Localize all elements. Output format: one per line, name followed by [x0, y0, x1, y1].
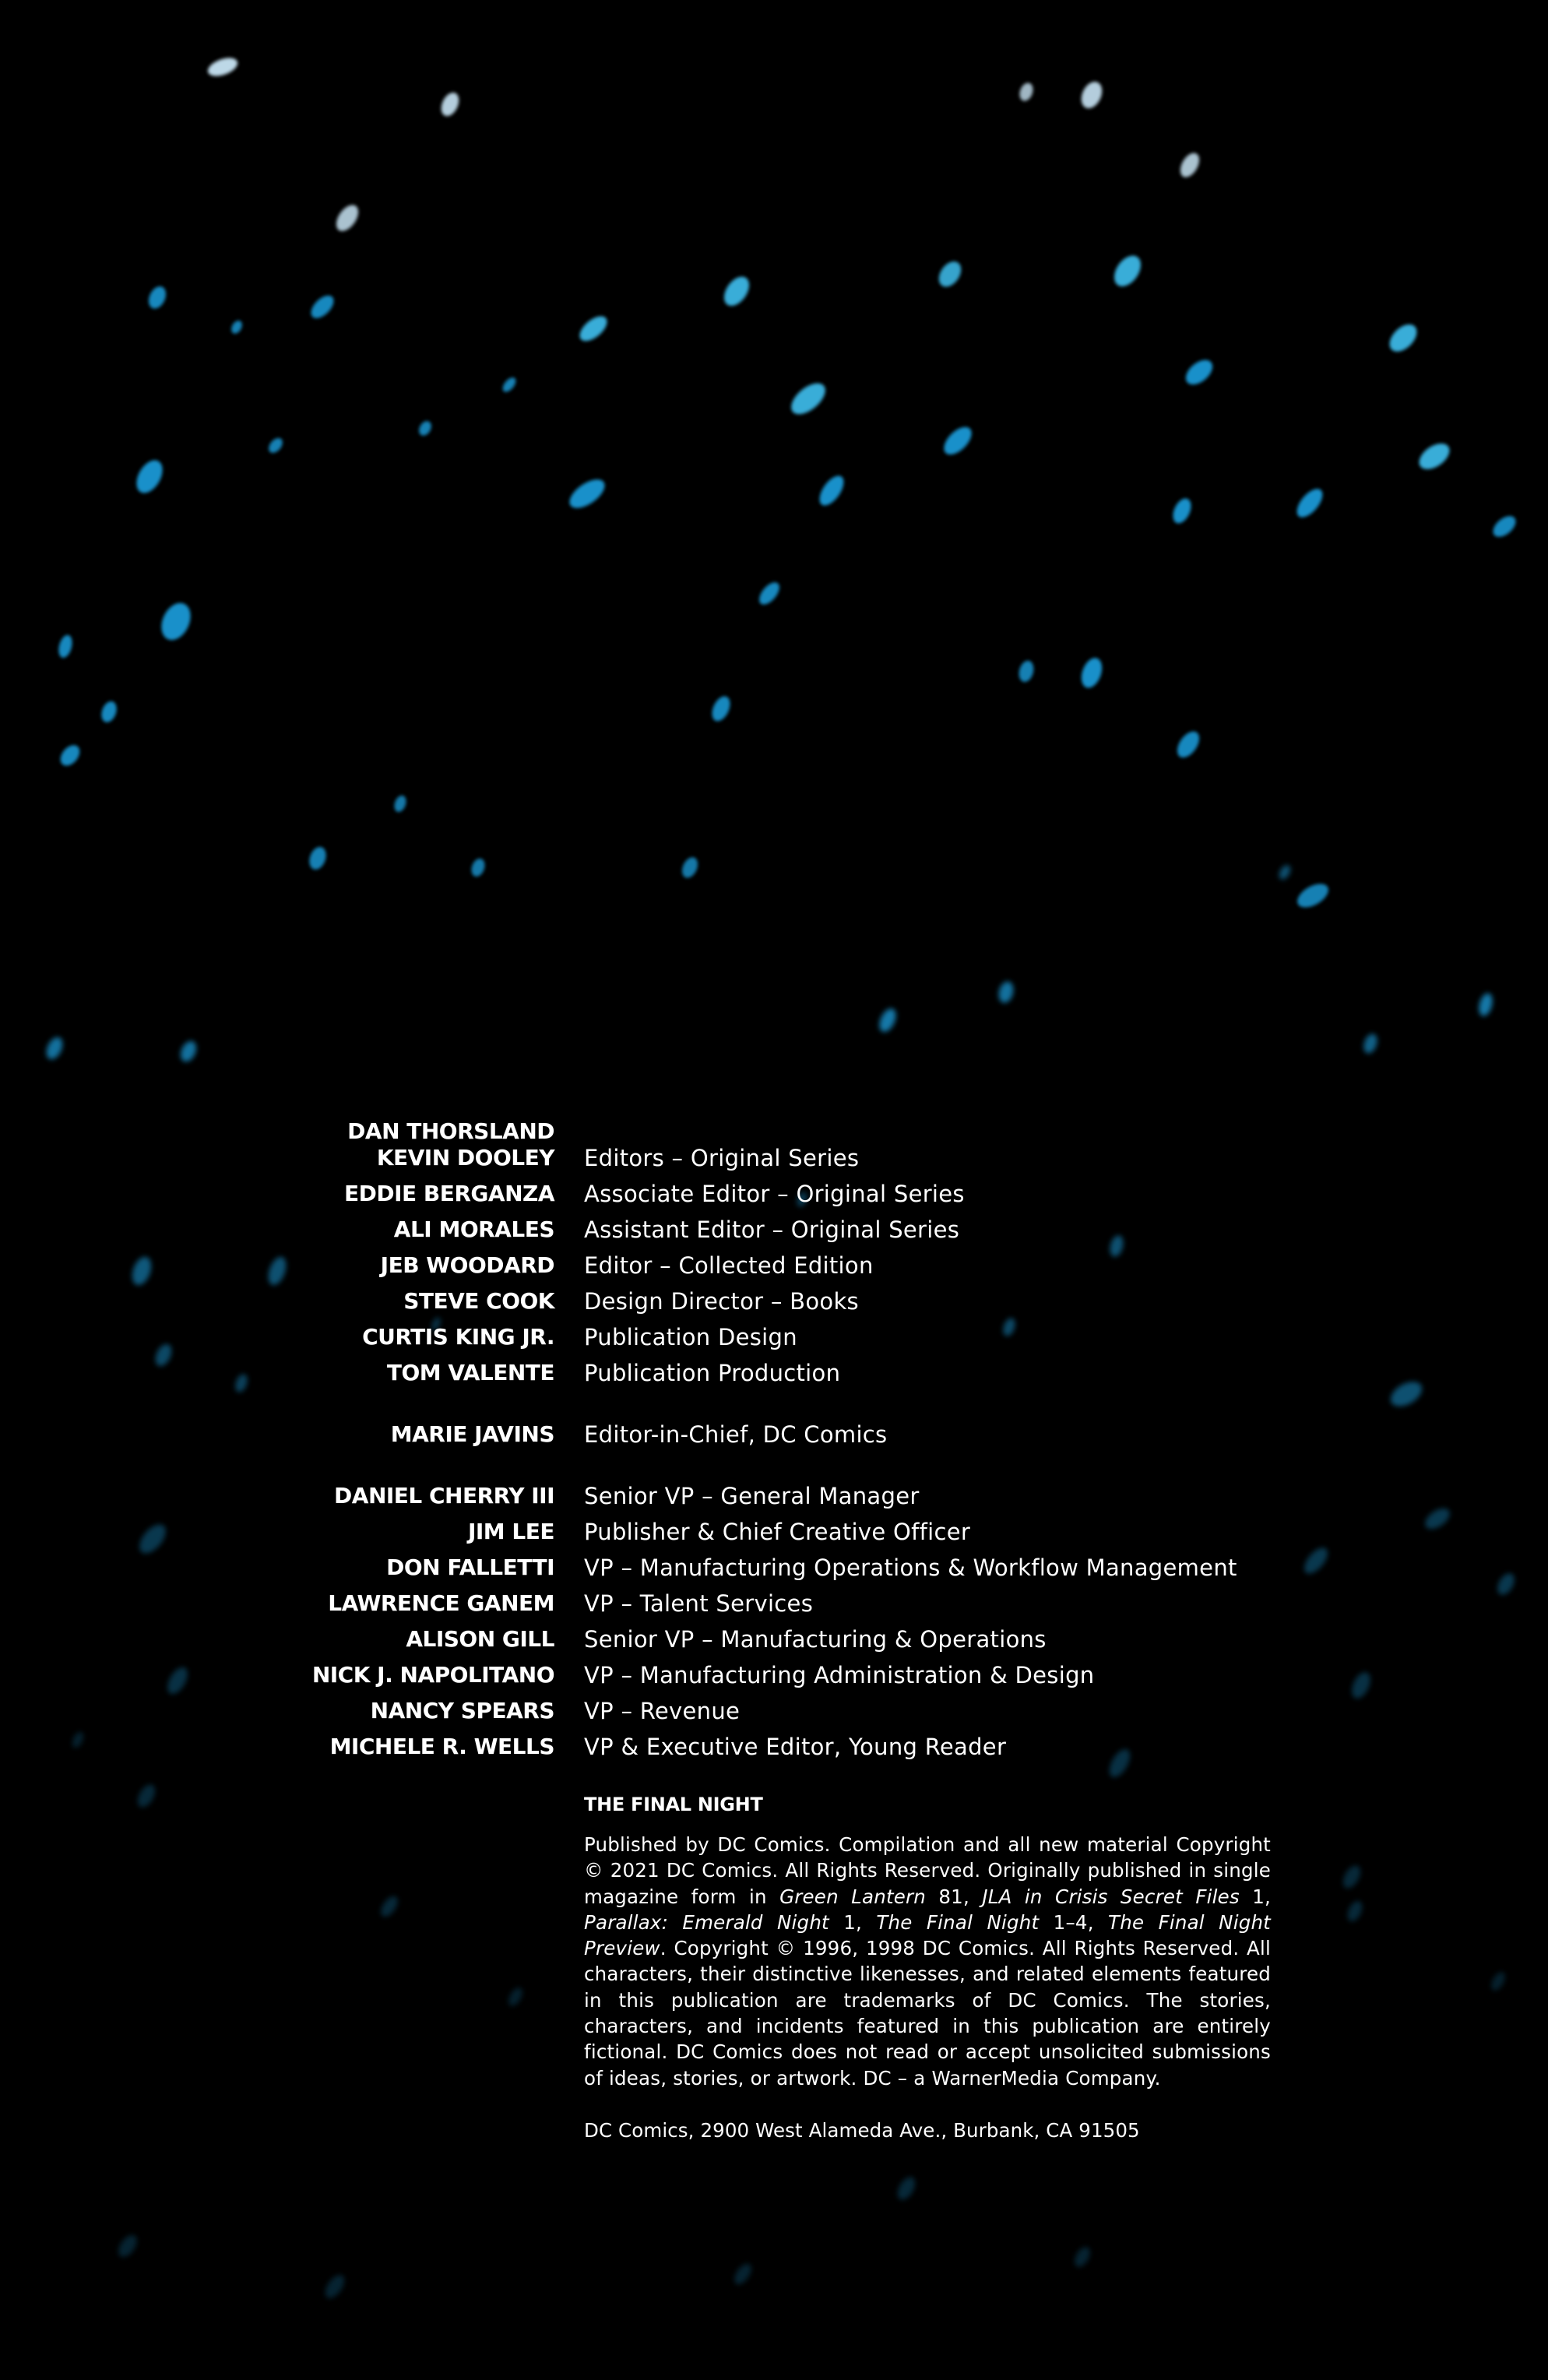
credit-row	[0, 1698, 1548, 1734]
star-particle	[755, 579, 783, 608]
star-particle	[156, 598, 196, 645]
star-particle	[894, 2174, 919, 2203]
star-particle	[679, 855, 701, 881]
star-particle	[99, 699, 119, 724]
credit-role: Editor – Collected Edition	[584, 1252, 874, 1279]
publisher-address: DC Comics, 2900 West Alameda Ave., Burbank, CA 91505	[584, 2118, 1140, 2142]
star-particle	[131, 456, 167, 498]
credit-name: NANCY SPEARS	[370, 1698, 554, 1723]
credit-name: KEVIN DOOLEY	[376, 1145, 554, 1171]
star-particle	[1488, 1970, 1508, 1993]
credit-role: VP – Manufacturing Administration & Design	[584, 1662, 1095, 1688]
credit-row	[0, 1626, 1548, 1662]
copyright-text: Published by DC Comics. Compilation and all new material Copyright © 2021 DC Comics. All Rights Reserved. Originally published in single magazine form in	[584, 1833, 1271, 1908]
credit-row	[0, 1734, 1548, 1769]
star-particle	[1109, 251, 1146, 291]
star-particle	[306, 844, 329, 871]
star-particle	[939, 422, 976, 459]
star-particle	[57, 741, 84, 769]
star-particle	[997, 980, 1016, 1005]
star-particle	[438, 90, 463, 118]
copyright-text: 1,	[829, 1910, 877, 1934]
credit-row	[0, 1145, 1548, 1181]
star-particle	[417, 419, 434, 438]
credit-row	[0, 1252, 1548, 1288]
credit-role: Associate Editor – Original Series	[584, 1181, 965, 1207]
star-particle	[500, 375, 518, 395]
credit-role: Publication Design	[584, 1324, 797, 1350]
star-particle	[731, 2261, 755, 2287]
credit-role: Senior VP – Manufacturing & Operations	[584, 1626, 1047, 1653]
copyright-text: . Copyright © 1996, 1998 DC Comics. All Rights Reserved. All characters, their distinctive likenesses, and related elements featured in this publication are trademarks of DC Comics. The stories, characters, and incidents featured in this publication are entirely fictional. DC Comics does not read or accept unsolicited submissions of ideas, stories, or artwork. DC – a WarnerMedia Company.	[584, 1937, 1271, 2090]
star-particle	[378, 1893, 401, 1920]
star-particle	[505, 1985, 525, 2009]
star-particle	[1277, 863, 1293, 881]
star-particle	[1345, 1899, 1365, 1924]
credit-row	[0, 1324, 1548, 1360]
credit-name: JIM LEE	[467, 1519, 554, 1544]
credit-row	[0, 1288, 1548, 1324]
star-particle	[1017, 659, 1036, 684]
star-particle	[1339, 1863, 1364, 1892]
credit-name: LAWRENCE GANEM	[328, 1590, 554, 1616]
star-particle	[1173, 727, 1204, 762]
star-particle	[1292, 484, 1327, 522]
credit-role: Publication Production	[584, 1360, 841, 1386]
star-particle	[1017, 81, 1035, 103]
credit-role: VP – Manufacturing Operations & Workflow Management	[584, 1554, 1237, 1581]
credit-role: Editors – Original Series	[584, 1145, 860, 1171]
star-particle	[322, 2272, 348, 2301]
publication-title: Parallax: Emerald Night	[584, 1910, 829, 1934]
star-particle	[565, 474, 610, 513]
copyright-text: 81,	[926, 1885, 983, 1908]
credit-role: VP – Revenue	[584, 1698, 741, 1724]
star-particle	[786, 378, 831, 421]
credit-row	[0, 1421, 1548, 1457]
star-particle	[876, 1006, 899, 1035]
star-particle	[709, 693, 734, 724]
copyright-text: 1–4,	[1039, 1910, 1109, 1934]
credit-name: DANIEL CHERRY III	[334, 1483, 554, 1509]
credit-name: TOM VALENTE	[386, 1360, 554, 1385]
star-particle	[1078, 79, 1106, 112]
star-particle	[56, 633, 74, 659]
credit-role: Editor-in-Chief, DC Comics	[584, 1421, 888, 1448]
legal-block	[584, 1793, 1271, 2143]
star-particle	[719, 272, 754, 310]
credit-row	[0, 1590, 1548, 1626]
credit-name: EDDIE BERGANZA	[344, 1181, 554, 1206]
credit-role: Assistant Editor – Original Series	[584, 1216, 960, 1243]
credit-row	[0, 1181, 1548, 1216]
star-particle	[469, 857, 487, 878]
star-particle	[146, 283, 170, 312]
star-particle	[1476, 991, 1494, 1017]
star-particle	[1415, 438, 1455, 475]
copyright-text: 1,	[1239, 1885, 1271, 1908]
credit-name: DAN THORSLAND	[347, 1118, 554, 1144]
star-particle	[44, 1035, 66, 1062]
star-particle	[575, 312, 611, 346]
star-particle	[332, 201, 363, 235]
star-particle	[266, 435, 286, 456]
credit-name: DON FALLETTI	[386, 1554, 554, 1580]
credit-name: ALISON GILL	[406, 1626, 554, 1652]
credit-row	[0, 1662, 1548, 1698]
publication-title: JLA in Crisis Secret Files	[982, 1885, 1240, 1908]
credit-role: VP – Talent Services	[584, 1590, 814, 1617]
star-particle	[1490, 512, 1520, 540]
star-particle	[1181, 355, 1217, 389]
credit-row	[0, 1483, 1548, 1519]
star-particle	[206, 55, 240, 79]
star-particle	[1177, 150, 1203, 180]
credit-name: MARIE JAVINS	[390, 1421, 554, 1447]
star-particle	[1170, 495, 1194, 526]
credit-name: CURTIS KING JR.	[362, 1324, 554, 1350]
star-particle	[814, 472, 848, 510]
star-particle	[1384, 319, 1422, 357]
publication-title: The Final Night	[876, 1910, 1040, 1934]
credit-role: Senior VP – General Manager	[584, 1483, 920, 1509]
credit-name: STEVE COOK	[403, 1288, 554, 1314]
star-particle	[1361, 1032, 1380, 1055]
credit-name: JEB WOODARD	[380, 1252, 554, 1278]
credit-role: Design Director – Books	[584, 1288, 859, 1315]
star-particle	[178, 1039, 199, 1065]
credit-row	[0, 1360, 1548, 1396]
star-particle	[1071, 2244, 1093, 2269]
publication-title: Green Lantern	[779, 1885, 927, 1908]
credit-row	[0, 1519, 1548, 1554]
star-particle	[114, 2232, 140, 2261]
star-particle	[229, 319, 244, 336]
book-title: THE FINAL NIGHT	[584, 1794, 763, 1815]
credit-row	[0, 1216, 1548, 1252]
copyright-notice	[584, 1832, 1271, 2091]
credit-name: MICHELE R. WELLS	[329, 1734, 554, 1759]
credit-name: NICK J. NAPOLITANO	[311, 1662, 554, 1688]
publication-title: The Final Night Preview	[584, 1910, 1271, 1960]
credit-row	[0, 1554, 1548, 1590]
star-particle	[307, 291, 338, 322]
credit-role: VP & Executive Editor, Young Reader	[584, 1734, 1007, 1760]
credit-role: Publisher & Chief Creative Officer	[584, 1519, 971, 1545]
star-particle	[134, 1782, 159, 1811]
star-particle	[1078, 655, 1106, 691]
star-particle	[392, 794, 409, 813]
credit-name: ALI MORALES	[393, 1216, 554, 1242]
star-particle	[1293, 879, 1332, 913]
star-particle	[934, 257, 966, 290]
